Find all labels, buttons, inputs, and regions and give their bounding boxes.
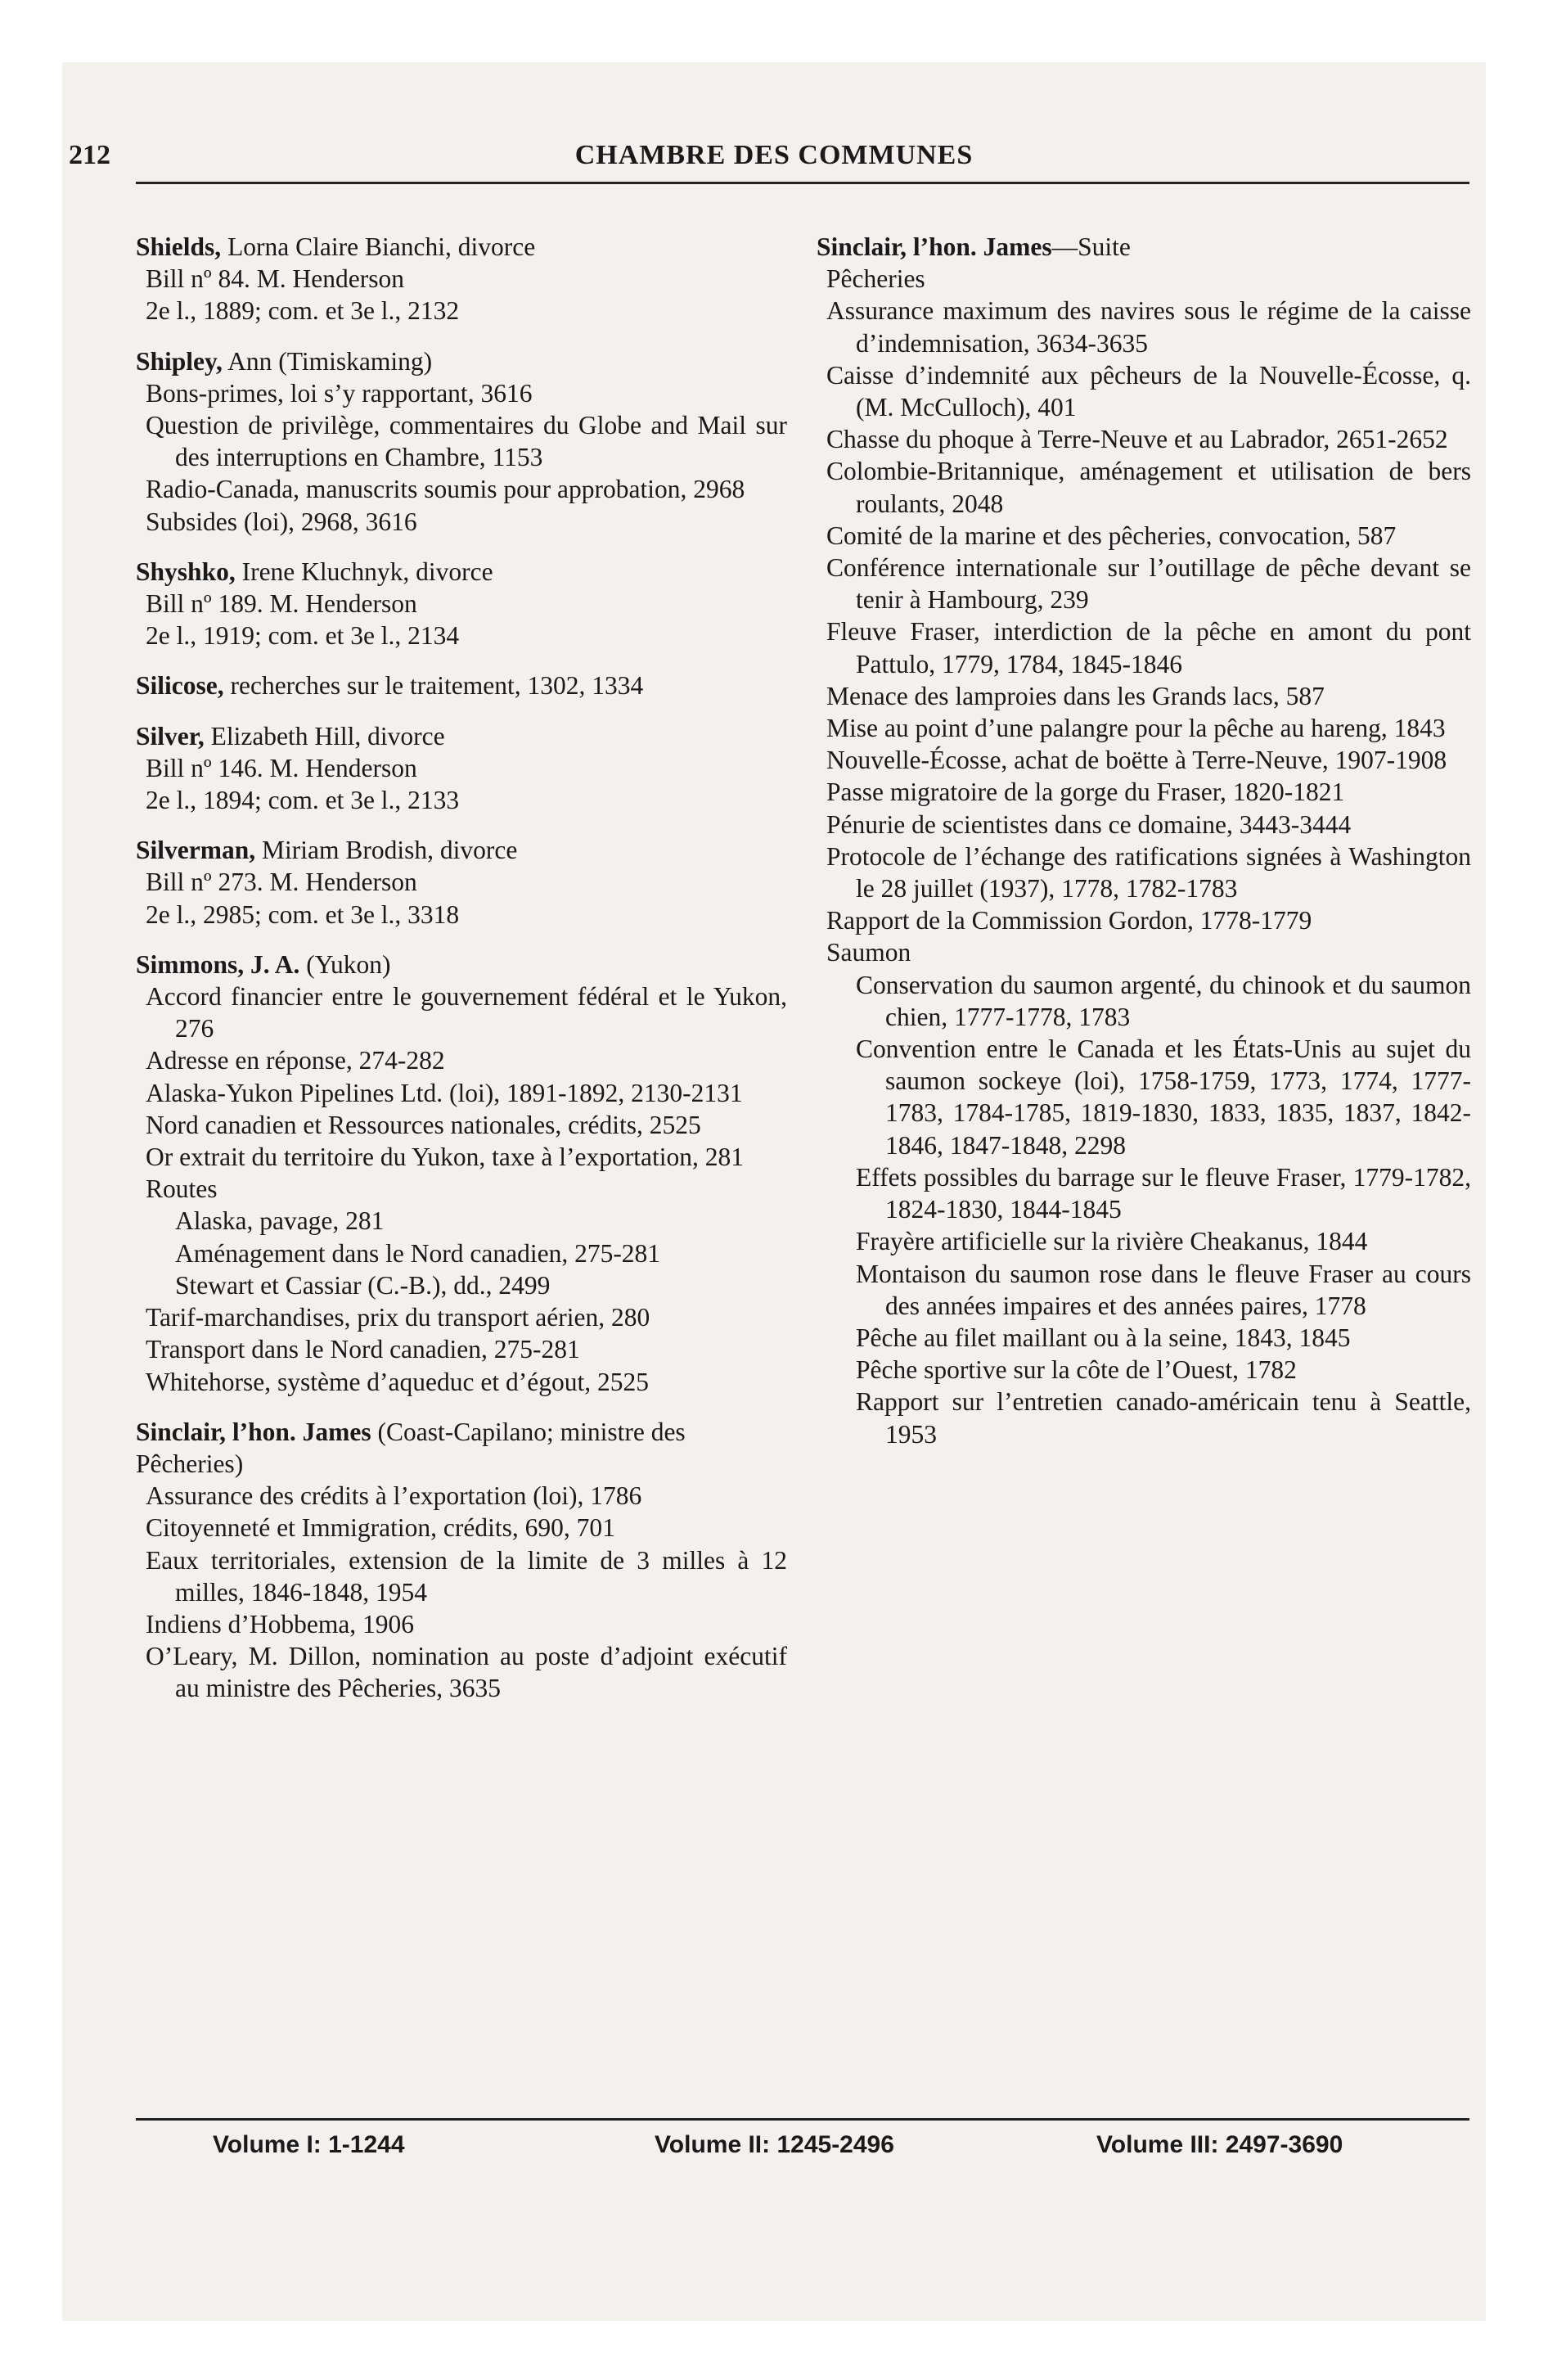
entry-subline: Colombie-Britannique, aménagement et utilisation de bers roulants, 2048 — [826, 457, 1471, 518]
entry-subline: Pénurie de scientistes dans ce domaine, 3443-3444 — [826, 809, 1352, 839]
entry-subline: Effets possibles du barrage sur le fleuve Fraser, 1779-1782, 1824-1830, 1844-1845 — [856, 1162, 1471, 1224]
entry-name: Sinclair, l’hon. James — [136, 1417, 371, 1446]
entry-subline: Transport dans le Nord canadien, 275-281 — [146, 1335, 580, 1364]
entry-subline: Bill nº 84. M. Henderson — [146, 264, 404, 294]
entry-subline: 2e l., 2985; com. et 3e l., 3318 — [146, 899, 460, 929]
entry-heading — [136, 556, 787, 588]
page-number: 212 — [69, 140, 110, 170]
entry-name: Shields, — [136, 232, 222, 261]
footer-volume-2: Volume II: 1245-2496 — [655, 2131, 894, 2158]
entry-qualifier: —Suite — [1051, 232, 1131, 261]
index-entry — [136, 720, 787, 817]
entry-subline: Whitehorse, système d’aqueduc et d’égout, 2525 — [146, 1367, 649, 1396]
entry-subline: Conférence internationale sur l’outillage de pêche devant se tenir à Hambourg, 239 — [826, 553, 1471, 615]
entry-subline: Bill nº 273. M. Henderson — [146, 868, 417, 897]
entry-qualifier: Elizabeth Hill, divorce — [204, 721, 445, 751]
entry-subline: Conservation du saumon argenté, du chinook et du saumon chien, 1777-1778, 1783 — [856, 970, 1471, 1031]
entry-subline: Frayère artificielle sur la rivière Cheakanus, 1844 — [856, 1227, 1368, 1256]
left-column — [136, 231, 787, 1723]
entry-qualifier: (Yukon) — [299, 949, 391, 979]
entry-qualifier: Irene Kluchnyk, divorce — [235, 557, 493, 586]
entry-name: Shyshko, — [136, 557, 236, 586]
entry-subline: Adresse en réponse, 274-282 — [146, 1046, 445, 1075]
entry-qualifier: (Coast-Capilano; ministre des Pêcheries) — [136, 1417, 686, 1478]
entry-subline: Mise au point d’une palangre pour la pêche au hareng, 1843 — [826, 714, 1446, 743]
entry-subline: Indiens d’Hobbema, 1906 — [146, 1609, 415, 1639]
index-entry — [136, 949, 787, 1398]
entry-subline: Pêche sportive sur la côte de l’Ouest, 1782 — [856, 1355, 1297, 1385]
entry-subline: Or extrait du territoire du Yukon, taxe à l’exportation, 281 — [146, 1143, 744, 1172]
index-entry — [136, 1416, 787, 1705]
entry-subline: 2e l., 1919; com. et 3e l., 2134 — [146, 621, 460, 651]
entry-heading — [136, 231, 787, 263]
entry-subline: O’Leary, M. Dillon, nomination au poste d’adjoint exécutif au ministre des Pêcheries, 3635 — [146, 1642, 787, 1703]
entry-subline: Pêche au filet maillant ou à la seine, 1843, 1845 — [856, 1323, 1351, 1352]
entry-name: Shipley, — [136, 346, 223, 376]
index-entry — [136, 834, 787, 931]
entry-subline: Alaska-Yukon Pipelines Ltd. (loi), 1891-1892, 2130-2131 — [146, 1078, 743, 1107]
entry-name: Sinclair, l’hon. James — [817, 232, 1052, 261]
entry-subline: Convention entre le Canada et les États-Unis au sujet du saumon sockeye (loi), 1758-1759, 1773, 1774, 1777-1783, 1784-1785, 1819-1830, 1833, 1835, 1837, 1842-1846, 1847-1848, 2298 — [856, 1034, 1471, 1160]
entry-subline: Nord canadien et Ressources nationales, crédits, 2525 — [146, 1110, 701, 1139]
footer-rule — [136, 2118, 1469, 2121]
entry-subline: 2e l., 1894; com. et 3e l., 2133 — [146, 786, 460, 815]
entry-subline: Eaux territoriales, extension de la limite de 3 milles à 12 milles, 1846-1848, 1954 — [146, 1545, 787, 1607]
entry-heading — [136, 1416, 787, 1480]
entry-qualifier: recherches sur le traitement, 1302, 1334 — [223, 671, 644, 701]
entry-qualifier: Miriam Brodish, divorce — [255, 836, 518, 865]
index-entry — [136, 345, 787, 538]
entry-subline: Rapport de la Commission Gordon, 1778-1779 — [826, 906, 1312, 935]
index-entry — [136, 556, 787, 652]
index-entry — [136, 231, 787, 327]
entry-subline: Alaska, pavage, 281 — [175, 1206, 385, 1236]
entry-subline: Bons-primes, loi s’y rapportant, 3616 — [146, 378, 533, 408]
entry-qualifier: Lorna Claire Bianchi, divorce — [221, 232, 536, 261]
entry-name: Silicose, — [136, 671, 224, 701]
index-entry — [817, 231, 1471, 1450]
entry-subline: Subsides (loi), 2968, 3616 — [146, 507, 417, 536]
entry-subline: Chasse du phoque à Terre-Neuve et au Labrador, 2651-2652 — [826, 425, 1448, 454]
entry-subline: Assurance maximum des navires sous le régime de la caisse d’indemnisation, 3634-3635 — [826, 296, 1471, 358]
entry-heading — [136, 720, 787, 752]
entry-subline: Bill nº 146. M. Henderson — [146, 753, 417, 782]
entry-subline: Nouvelle-Écosse, achat de boëtte à Terre-Neuve, 1907-1908 — [826, 746, 1447, 775]
entry-qualifier: Ann (Timiskaming) — [222, 346, 433, 376]
entry-subline: Radio-Canada, manuscrits soumis pour approbation, 2968 — [146, 475, 745, 504]
entry-heading — [136, 834, 787, 866]
entry-name: Silver, — [136, 721, 205, 751]
footer-volume-1: Volume I: 1-1244 — [213, 2131, 405, 2158]
entry-subline: Bill nº 189. M. Henderson — [146, 589, 417, 619]
entry-heading — [136, 345, 787, 377]
right-column — [817, 231, 1471, 1468]
entry-subline: Aménagement dans le Nord canadien, 275-281 — [175, 1238, 661, 1268]
entry-subline: Comité de la marine et des pêcheries, convocation, 587 — [826, 521, 1397, 550]
header-rule — [136, 182, 1469, 184]
entry-subline: Question de privilège, commentaires du Globe and Mail sur des interruptions en Chambre, 1153 — [146, 411, 787, 472]
running-title: CHAMBRE DES COMMUNES — [574, 140, 974, 170]
entry-heading — [136, 949, 787, 980]
entry-subline: Passe migratoire de la gorge du Fraser, 1820-1821 — [826, 778, 1345, 807]
entry-subline: Stewart et Cassiar (C.-B.), dd., 2499 — [175, 1270, 551, 1300]
entry-name: Silverman, — [136, 836, 256, 865]
entry-subline: Menace des lamproies dans les Grands lacs, 587 — [826, 681, 1325, 710]
entry-subline: Rapport sur l’entretien canado-américain tenu à Seattle, 1953 — [856, 1387, 1471, 1449]
entry-heading — [817, 231, 1471, 263]
entry-subline: Accord financier entre le gouvernement fédéral et le Yukon, 276 — [146, 982, 787, 1044]
entry-subline: Protocole de l’échange des ratifications signées à Washington le 28 juillet (1937), 1778, 1782-1783 — [826, 841, 1471, 904]
entry-subline: Fleuve Fraser, interdiction de la pêche en amont du pont Pattulo, 1779, 1784, 1845-1846 — [826, 617, 1471, 678]
entry-subline: Saumon — [826, 938, 911, 967]
footer-volume-3: Volume III: 2497-3690 — [1096, 2131, 1343, 2158]
entry-heading — [136, 669, 787, 701]
entry-subline: 2e l., 1889; com. et 3e l., 2132 — [146, 296, 460, 326]
entry-subline: Pêcheries — [826, 264, 925, 294]
entry-subline: Montaison du saumon rose dans le fleuve Fraser au cours des années impaires et des années paires, 1778 — [856, 1259, 1471, 1320]
entry-subline: Tarif-marchandises, prix du transport aérien, 280 — [146, 1303, 650, 1332]
entry-subline: Citoyenneté et Immigration, crédits, 690, 701 — [146, 1513, 615, 1543]
entry-subline: Caisse d’indemnité aux pêcheurs de la Nouvelle-Écosse, q. (M. McCulloch), 401 — [826, 360, 1471, 422]
entry-name: Simmons, J. A. — [136, 949, 300, 979]
entry-subline: Assurance des crédits à l’exportation (loi), 1786 — [146, 1481, 642, 1511]
entry-subline: Routes — [146, 1174, 218, 1204]
index-entry — [136, 669, 787, 701]
